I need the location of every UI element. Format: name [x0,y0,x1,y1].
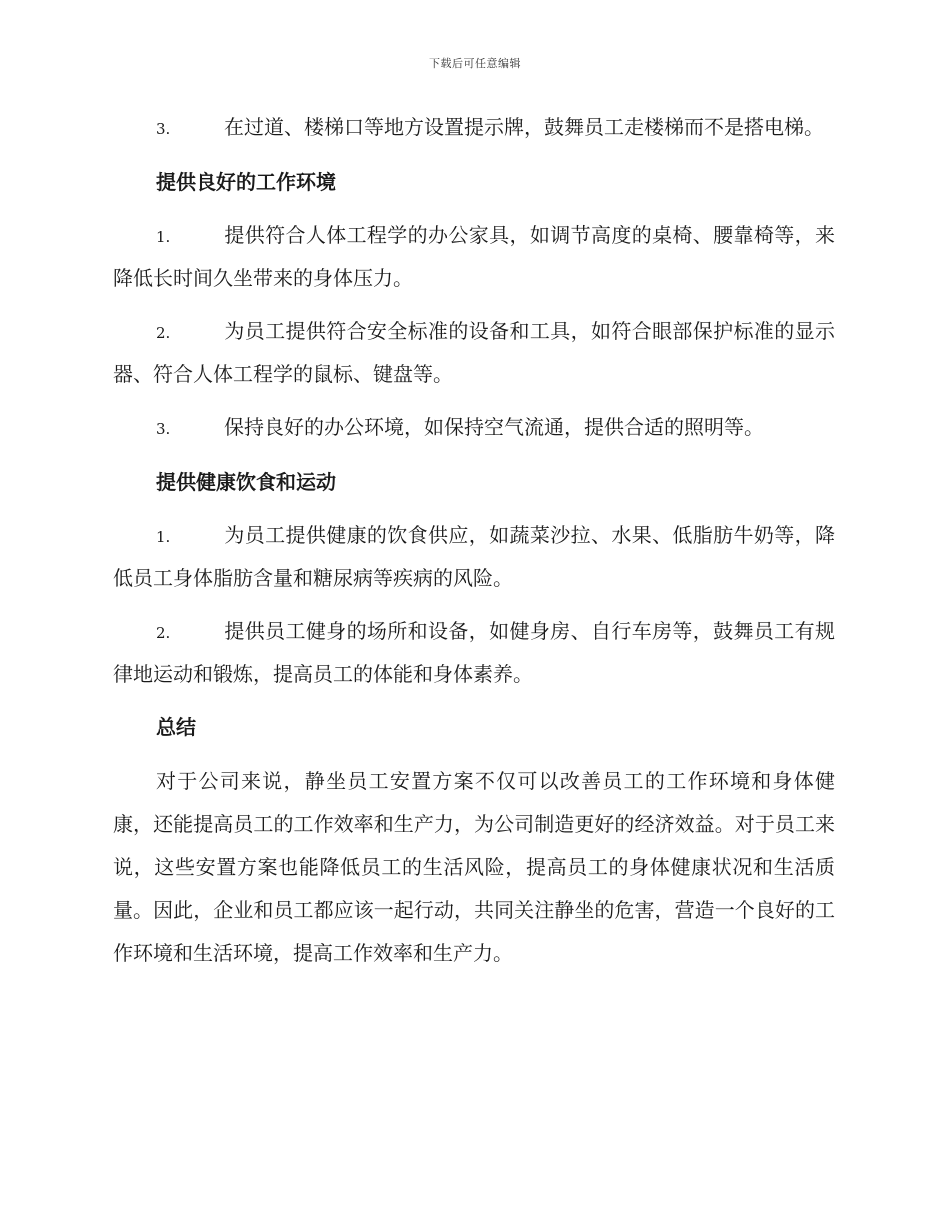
list-item [113,515,835,599]
list-item-text: 为员工提供符合安全标准的设备和工具，如符合眼部保护标准的显示器、符合人体工程学的鼠标、键盘等。 [113,319,835,386]
list-item [113,611,835,695]
list-item-number: 3. [156,120,171,138]
section-heading-summary: 总结 [156,715,196,739]
summary-paragraph: 对于公司来说，静坐员工安置方案不仅可以改善员工的工作环境和身体健康，还能提高员工的工作效率和生产力，为公司制造更好的经济效益。对于员工来说，这些安置方案也能降低员工的生活风险，提高员工的身体健康状况和生活质量。因此，企业和员工都应该一起行动，共同关注静坐的危害，营造一个良好的工作环境和生活环境，提高工作效率和生产力。 [113,769,835,965]
list-item-number: 1. [156,228,171,246]
list-item-number: 2. [156,324,171,342]
list-item-text: 提供符合人体工程学的办公家具，如调节高度的桌椅、腰靠椅等，来降低长时间久坐带来的身体压力。 [113,223,835,290]
list-item-text: 保持良好的办公环境，如保持空气流通，提供合适的照明等。 [224,415,764,439]
list-item-text: 提供员工健身的场所和设备，如健身房、自行车房等，鼓舞员工有规律地运动和锻炼，提高员工的体能和身体素养。 [113,619,835,686]
list-item [113,311,835,395]
list-item [113,215,835,299]
page-header-note: 下载后可任意编辑 [429,57,521,70]
list-item [113,407,835,450]
document-body [113,107,835,975]
list-item [113,107,835,150]
list-item-number: 3. [156,420,171,438]
list-item-text: 为员工提供健康的饮食供应，如蔬菜沙拉、水果、低脂肪牛奶等，降低员工身体脂肪含量和糖尿病等疾病的风险。 [113,523,835,590]
section-heading-environment: 提供良好的工作环境 [156,170,336,194]
list-item-text: 在过道、楼梯口等地方设置提示牌，鼓舞员工走楼梯而不是搭电梯。 [224,115,824,139]
section-heading-diet-exercise: 提供健康饮食和运动 [156,470,336,494]
list-item-number: 2. [156,624,171,642]
list-item-number: 1. [156,528,171,546]
